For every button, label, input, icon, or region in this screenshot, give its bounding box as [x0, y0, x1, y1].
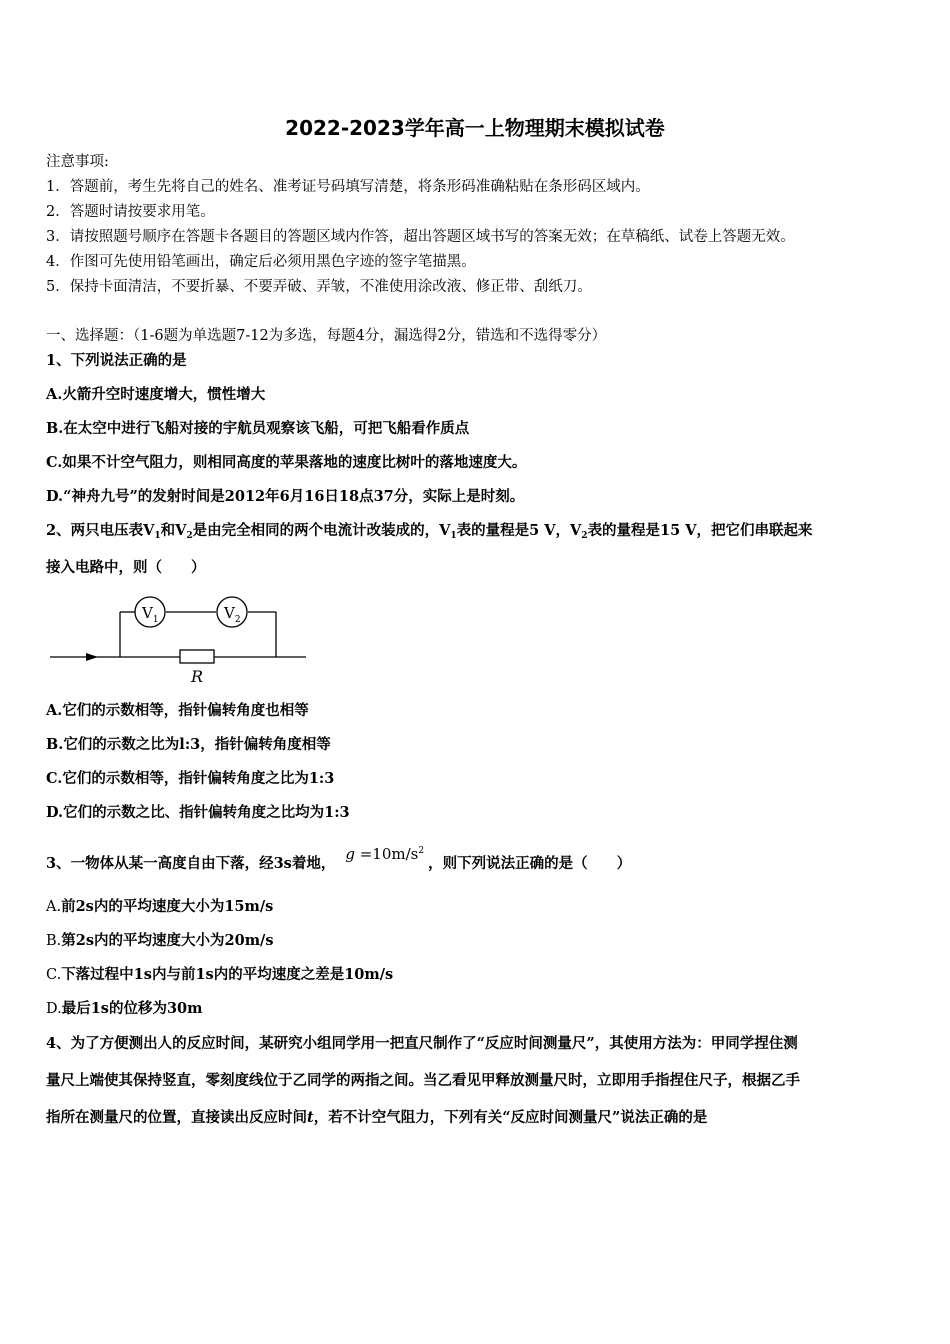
q1-stem: 1、下列说法正确的是 — [46, 352, 187, 369]
circuit-diagram — [48, 592, 310, 688]
section-heading: 一、选择题：（1-6题为单选题7-12为多选，每题4分，漏选得2分，错选和不选得零分） — [46, 328, 607, 344]
q1-option-a: A.火箭升空时速度增大，惯性增大 — [46, 386, 266, 403]
q3-option-a: A.前2s内的平均速度大小为15m/s — [46, 898, 274, 915]
exam-title: 2022-2023学年高一上物理期末模拟试卷 — [285, 116, 665, 140]
q3-option-d: D.最后1s的位移为30m — [46, 1000, 203, 1017]
notice-item: 1．答题前，考生先将自己的姓名、准考证号码填写清楚，将条形码准确粘贴在条形码区域内。 — [46, 179, 650, 195]
q4-stem-line2: 量尺上端使其保持竖直，零刻度线位于乙同学的两指之间。当乙看见甲释放测量尺时，立即用手指捏住尺子，根据乙手 — [46, 1072, 800, 1089]
notice-item: 3．请按照题号顺序在答题卡各题目的答题区域内作答，超出答题区域书写的答案无效；在草稿纸、试卷上答题无效。 — [46, 229, 795, 245]
q4-stem-line1: 4、为了方便测出人的反应时间，某研究小组同学用一把直尺制作了“反应时间测量尺”，其使用方法为：甲同学捏住测 — [46, 1035, 798, 1052]
q2-stem-line2: 接入电路中，则（ ） — [46, 559, 206, 576]
resistor-label: R — [191, 667, 204, 686]
notice-heading: 注意事项: — [46, 154, 109, 170]
v1-label: $V_1$ — [142, 604, 159, 625]
current-arrow-icon — [86, 653, 98, 661]
q3-option-b: B.第2s内的平均速度大小为20m/s — [46, 932, 274, 949]
notice-item: 5．保持卡面清洁，不要折暴、不要弄破、弄皱，不准使用涂改液、修正带、刮纸刀。 — [46, 279, 592, 295]
q2-stem: 2、两只电压表$V_1$和$V_2$是由完全相同的两个电流计改装成的，$V_1$表的量程是5 V，$V_2$表的量程是15 V，把它们串联起来 — [46, 522, 813, 541]
q1-option-d: D.“神舟九号”的发射时间是2012年6月16日18点37分，实际上是时刻。 — [46, 488, 525, 505]
gravity-formula: $g =10m/s^2$ — [345, 845, 425, 863]
q3-option-c: C.下落过程中1s内与前1s内的平均速度之差是10m/s — [46, 966, 394, 983]
q2-option-c: C.它们的示数相等，指针偏转角度之比为1:3 — [46, 770, 335, 787]
q4-stem-line3: 指所在测量尺的位置，直接读出反应时间t，若不计空气阻力，下列有关“反应时间测量尺”说法正确的是 — [46, 1109, 708, 1126]
q2-option-d: D.它们的示数之比、指针偏转角度之比均为1:3 — [46, 804, 350, 821]
q1-option-b: B.在太空中进行飞船对接的宇航员观察该飞船，可把飞船看作质点 — [46, 420, 470, 437]
v2-label: $V_2$ — [224, 604, 241, 625]
notice-item: 4．作图可先使用铅笔画出，确定后必须用黑色字迹的签字笔描黑。 — [46, 254, 476, 270]
q3-stem: 3、一物体从某一高度自由下落，经3s着地，$g =10m/s^2$，则下列说法正确的是（ ） — [46, 845, 632, 872]
q2-option-b: B.它们的示数之比为l:3，指针偏转角度相等 — [46, 736, 331, 753]
notice-item: 2．答题时请按要求用笔。 — [46, 204, 215, 220]
q2-option-a: A.它们的示数相等，指针偏转角度也相等 — [46, 702, 309, 719]
resistor-symbol — [180, 650, 214, 663]
q1-option-c: C.如果不计空气阻力，则相同高度的苹果落地的速度比树叶的落地速度大。 — [46, 454, 527, 471]
